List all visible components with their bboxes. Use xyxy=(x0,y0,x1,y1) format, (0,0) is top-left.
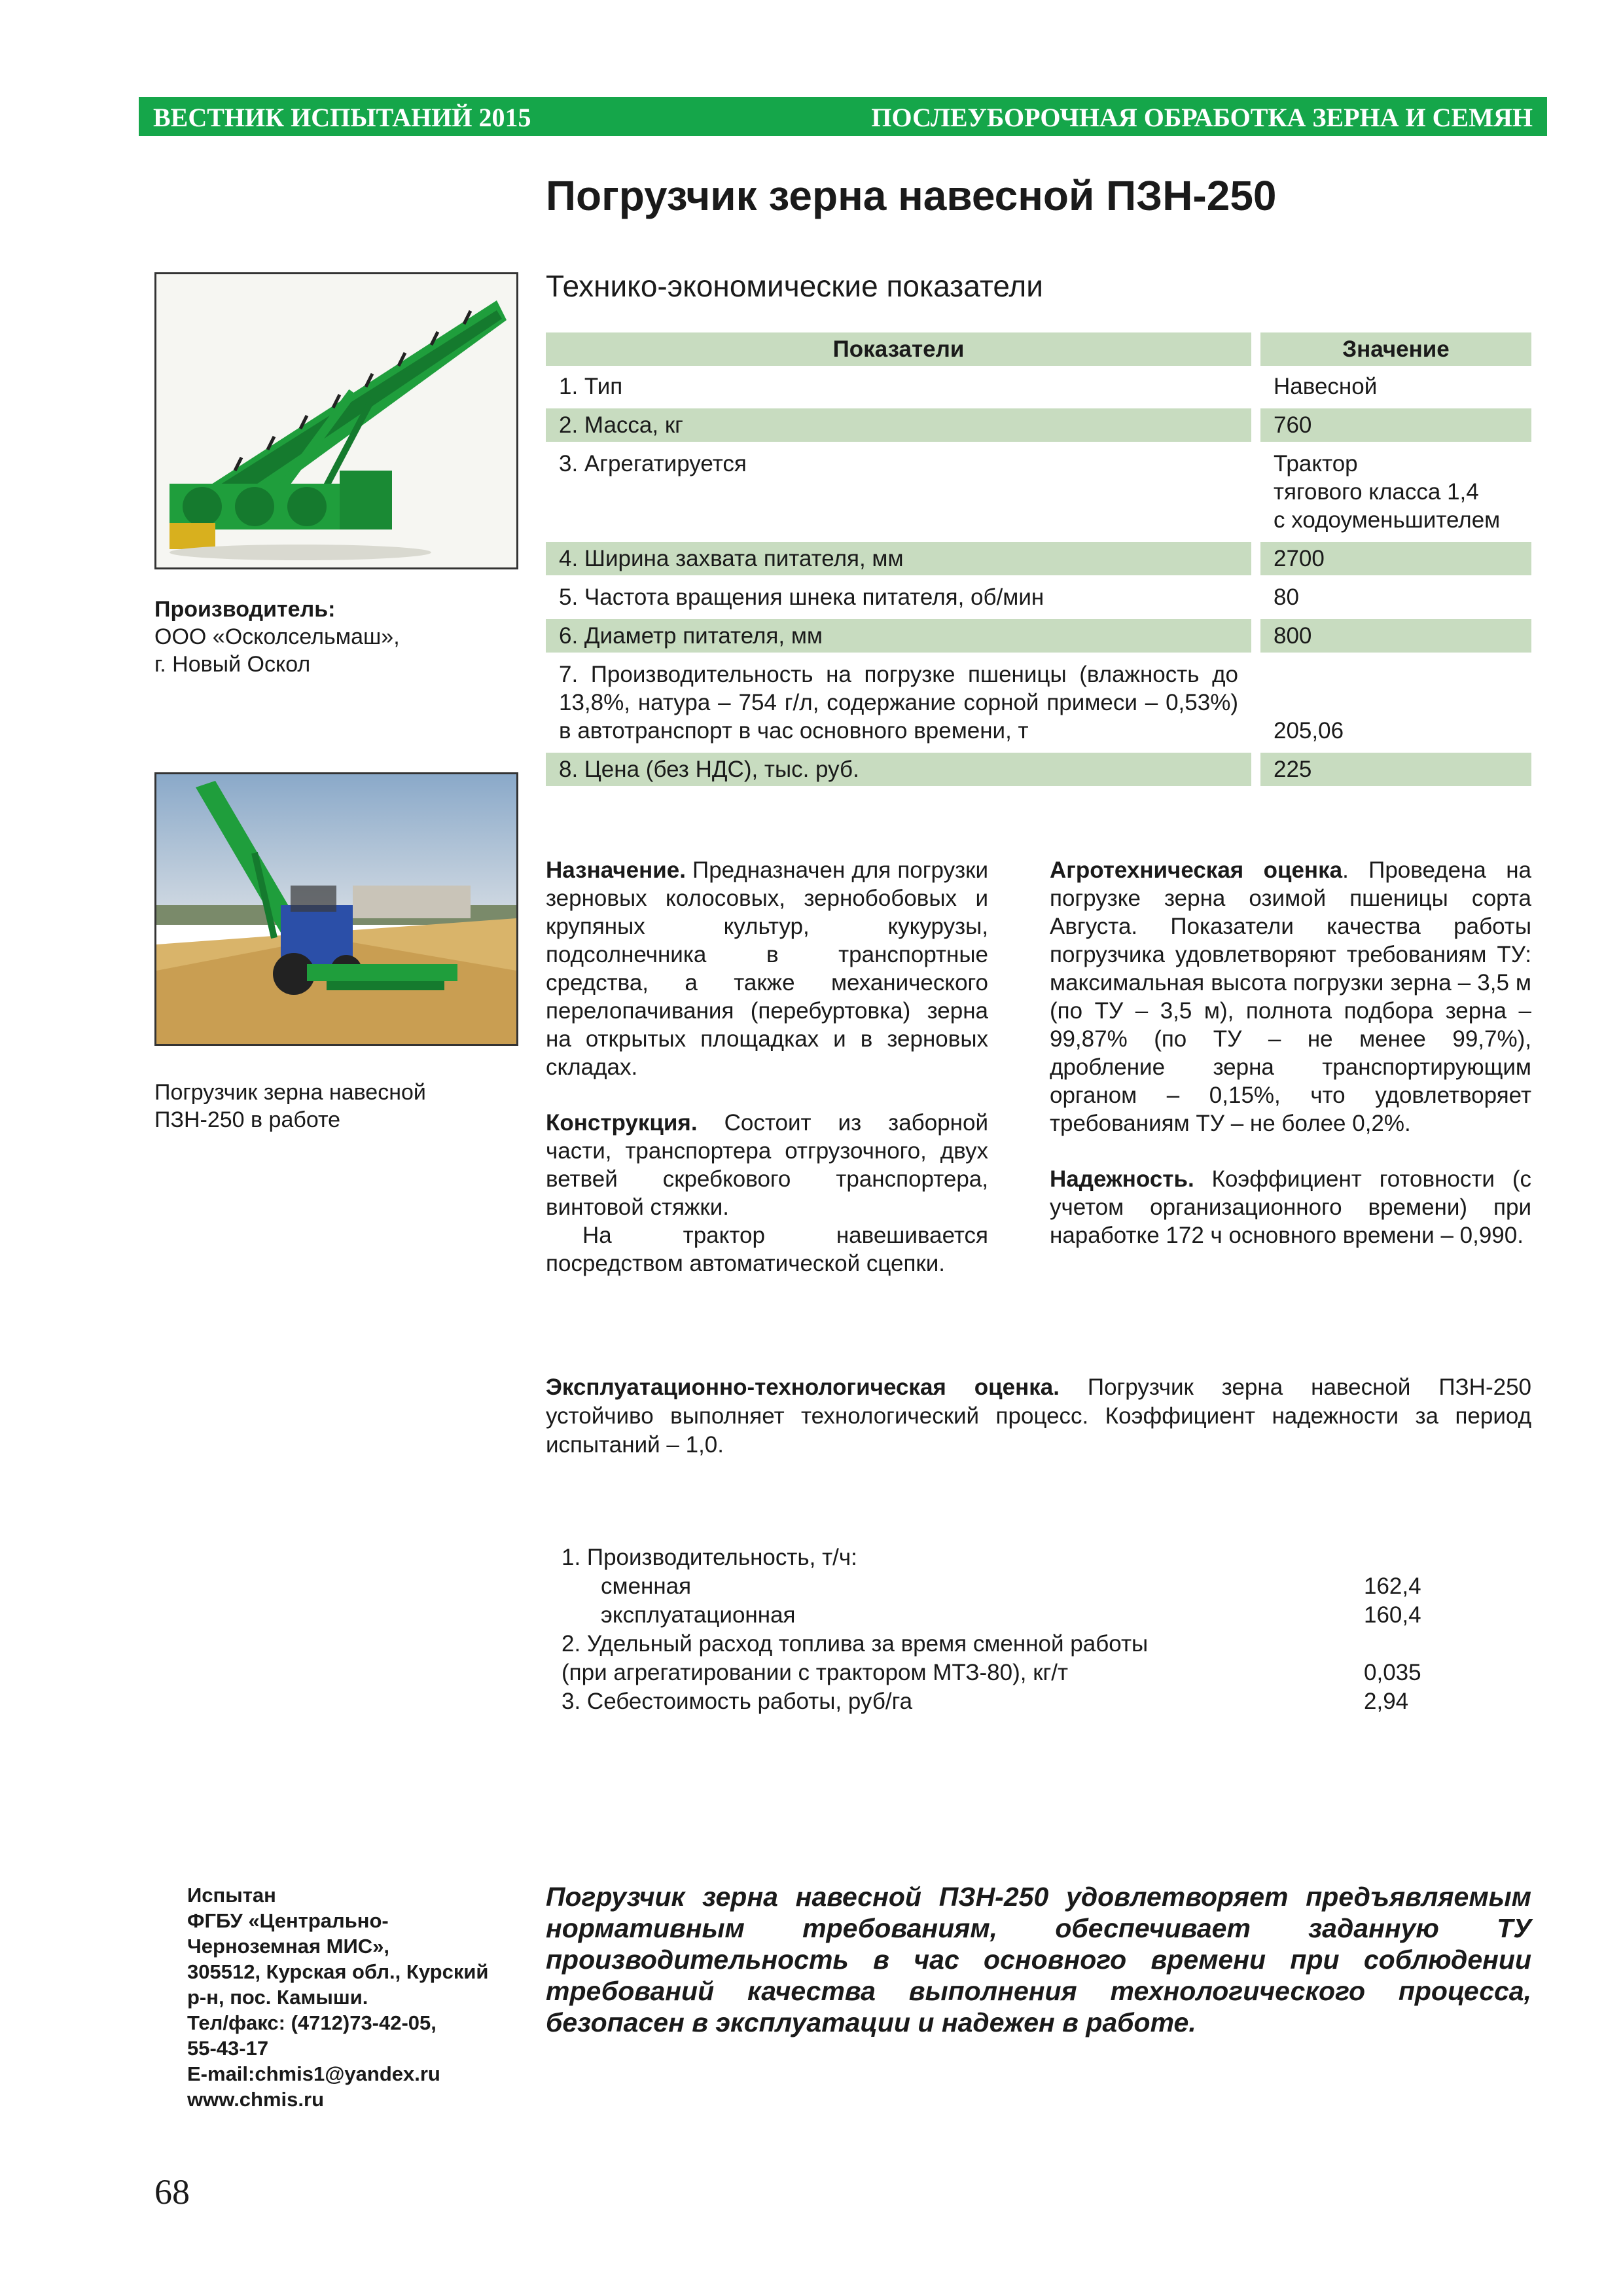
conclusion: Погрузчик зерна навесной ПЗН-250 удовлетворяет предъявляемым нормативным требованиям, обеспечивает заданную ТУ производительность в час основного времени при соблюдении требований качества выполнения технологического процесса, безопасен в эксплуатации и надежен в работе. xyxy=(546,1882,1531,2037)
construction-text: Состоит из заборной части, транспортера отгрузочного, двух ветвей скребкового транспортера, винтовой стяжки. xyxy=(546,1110,988,1220)
row-indicator: 8. Цена (без НДС), тыс. руб. xyxy=(546,753,1260,791)
table-row xyxy=(546,542,1531,581)
table-row xyxy=(546,447,1531,542)
tested-by-block xyxy=(187,1882,527,2112)
loader-photo xyxy=(154,272,518,569)
loader-illustration xyxy=(156,274,516,567)
reliability-paragraph xyxy=(1050,1165,1531,1249)
agro-paragraph xyxy=(1050,856,1531,1138)
photo-caption-line-1: Погрузчик зерна навесной xyxy=(154,1080,426,1105)
manufacturer-label: Производитель: xyxy=(154,597,336,622)
perf-fuel-value: 0,035 xyxy=(1364,1660,1421,1685)
perf-fuel-label-1: 2. Удельный расход топлива за время сменной работы xyxy=(562,1631,1149,1657)
row-indicator: 3. Агрегатируется xyxy=(546,447,1260,542)
row-value: 80 xyxy=(1260,581,1531,619)
operational-label: Эксплуатационно-технологическая оценка. xyxy=(546,1374,1060,1400)
page-title: Погрузчик зерна навесной ПЗН-250 xyxy=(546,172,1277,219)
tested-line: ФГБУ «Центрально- xyxy=(187,1909,389,1932)
tested-email: E-mail:chmis1@yandex.ru xyxy=(187,2062,440,2085)
table-row xyxy=(546,408,1531,447)
row-value: Навесной xyxy=(1260,370,1531,408)
photo-caption xyxy=(154,1079,521,1134)
construction-paragraph xyxy=(546,1109,988,1221)
purpose-text: Предназначен для погрузки зерновых колосовых, зернобобовых и крупяных культур, кукурузы, подсолнечника в транспортные средства, а также механического перелопачивания (перебуртовка) зерна на открытых площадках и в зерновых складах. xyxy=(546,857,988,1080)
manufacturer-name: ООО «Осколсельмаш», xyxy=(154,624,400,649)
field-illustration xyxy=(156,774,516,1044)
tested-line: 305512, Курская обл., Курский xyxy=(187,1960,489,1983)
header-value: Значение xyxy=(1260,332,1531,370)
perf-cost-label: 3. Себестоимость работы, руб/га xyxy=(562,1689,913,1714)
table-row xyxy=(546,619,1531,658)
row-value-line: тягового класса 1,4 xyxy=(1274,479,1479,505)
running-header xyxy=(139,97,1547,136)
page-number: 68 xyxy=(154,2172,190,2212)
tested-line: Испытан xyxy=(187,1884,276,1907)
tested-line: р-н, пос. Камыши. xyxy=(187,1986,368,2009)
row-indicator: 7. Производительность на погрузке пшеницы (влажность до 13,8%, натура – 754 г/л, содержание сорной примеси – 0,53%) в автотранспорт в час основного времени, т xyxy=(546,658,1260,753)
row-value: 800 xyxy=(1260,619,1531,658)
operational-text: Погрузчик зерна навесной ПЗН-250 устойчиво выполняет технологический процесс. Коэффициент надежности за период испытаний – 1,0. xyxy=(546,1374,1531,1458)
reliability-text: Коэффициент готовности (с учетом организационного времени) при наработке 172 ч основного времени – 0,990. xyxy=(1050,1166,1531,1248)
perf-oper-label: эксплуатационная xyxy=(601,1602,796,1628)
row-value: 760 xyxy=(1260,408,1531,447)
perf-shift-value: 162,4 xyxy=(1364,1573,1421,1599)
section-title: ПОСЛЕУБОРОЧНАЯ ОБРАБОТКА ЗЕРНА И СЕМЯН xyxy=(871,103,1533,132)
table-row xyxy=(546,658,1531,753)
agro-text: . Проведена на погрузке зерна озимой пшеницы сорта Августа. Показатели качества работы погрузчика удовлетворяют требованиям ТУ: максимальная высота погрузки зерна – 3,5 м (по ТУ – 3,5 м), полнота подбора зерна – 99,87% (по ТУ – не менее 99,7%), дробление зерна транспортирующим органом – 0,15%, что удовлетворяет требованиям ТУ – не более 0,2%. xyxy=(1050,857,1531,1136)
row-indicator: 1. Тип xyxy=(546,370,1260,408)
reliability-label: Надежность. xyxy=(1050,1166,1194,1192)
loader-in-work-photo xyxy=(154,772,518,1046)
purpose-paragraph xyxy=(546,856,988,1081)
specs-subtitle: Технико-экономические показатели xyxy=(546,269,1043,303)
journal-title: ВЕСТНИК ИСПЫТАНИЙ 2015 xyxy=(153,103,531,132)
manufacturer-city: г. Новый Оскол xyxy=(154,652,311,677)
perf-productivity-label: 1. Производительность, т/ч: xyxy=(562,1545,857,1570)
row-indicator: 6. Диаметр питателя, мм xyxy=(546,619,1260,658)
specs-table-header xyxy=(546,332,1531,370)
row-value-multiline xyxy=(1260,447,1531,542)
photo-caption-line-2: ПЗН-250 в работе xyxy=(154,1107,341,1132)
construction-paragraph-2: На трактор навешивается посредством автоматической сцепки. xyxy=(546,1223,988,1276)
table-row xyxy=(546,753,1531,791)
table-row xyxy=(546,370,1531,408)
row-indicator: 2. Масса, кг xyxy=(546,408,1260,447)
tested-line: 55-43-17 xyxy=(187,2037,269,2060)
purpose-label: Назначение. xyxy=(546,857,686,883)
row-value: 225 xyxy=(1260,753,1531,791)
row-value: 205,06 xyxy=(1260,658,1531,753)
row-indicator: 4. Ширина захвата питателя, мм xyxy=(546,542,1260,581)
specs-table xyxy=(546,332,1531,791)
row-value: 2700 xyxy=(1260,542,1531,581)
header-indicator: Показатели xyxy=(546,332,1260,370)
row-value-line: Трактор xyxy=(1274,451,1358,476)
row-indicator: 5. Частота вращения шнека питателя, об/мин xyxy=(546,581,1260,619)
left-text-column xyxy=(546,856,988,1278)
tested-line: Тел/факс: (4712)73-42-05, xyxy=(187,2011,437,2034)
table-row xyxy=(546,581,1531,619)
construction-label: Конструкция. xyxy=(546,1110,698,1136)
operational-paragraph xyxy=(546,1373,1531,1460)
perf-oper-value: 160,4 xyxy=(1364,1602,1421,1628)
row-value-line: с ходоуменьшителем xyxy=(1274,507,1501,533)
manufacturer-block xyxy=(154,596,521,678)
tested-website: www.chmis.ru xyxy=(187,2088,325,2111)
perf-shift-label: сменная xyxy=(601,1573,692,1599)
tested-line: Черноземная МИС», xyxy=(187,1935,389,1958)
agro-label: Агротехническая оценка xyxy=(1050,857,1343,883)
perf-fuel-label-2: (при агрегатировании с трактором МТЗ-80), кг/т xyxy=(562,1660,1069,1685)
right-text-column xyxy=(1050,856,1531,1249)
perf-cost-value: 2,94 xyxy=(1364,1689,1409,1714)
